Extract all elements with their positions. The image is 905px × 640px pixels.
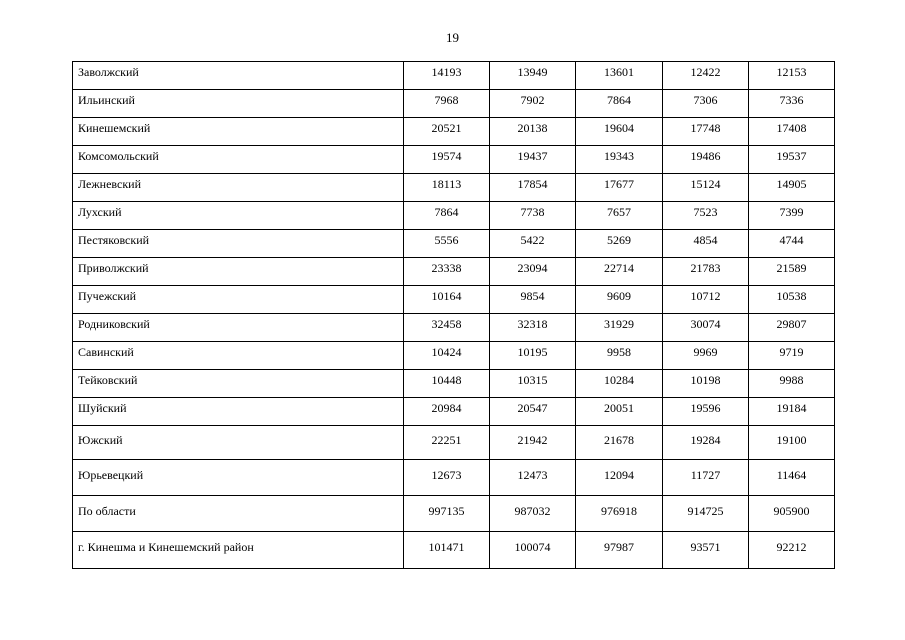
value-cell: 7657 [576,202,663,230]
district-name: Ильинский [73,90,404,118]
value-cell: 13949 [490,62,576,90]
population-table [72,61,835,569]
value-cell: 914725 [663,496,749,532]
value-cell: 17854 [490,174,576,202]
table-row [73,314,835,342]
value-cell: 19184 [749,398,835,426]
table-row [73,460,835,496]
table-row [73,230,835,258]
value-cell: 101471 [404,532,490,569]
value-cell: 997135 [404,496,490,532]
value-cell: 13601 [576,62,663,90]
value-cell: 19100 [749,426,835,460]
table-row [73,398,835,426]
value-cell: 19537 [749,146,835,174]
table-row [73,342,835,370]
value-cell: 19604 [576,118,663,146]
value-cell: 32458 [404,314,490,342]
value-cell: 12422 [663,62,749,90]
district-name: Тейковский [73,370,404,398]
kineshma-label: г. Кинешма и Кинешемский район [73,532,404,569]
value-cell: 21678 [576,426,663,460]
district-name: Приволжский [73,258,404,286]
value-cell: 22714 [576,258,663,286]
value-cell: 10164 [404,286,490,314]
table-row-total [73,496,835,532]
value-cell: 19284 [663,426,749,460]
value-cell: 7738 [490,202,576,230]
value-cell: 10424 [404,342,490,370]
table-row [73,286,835,314]
value-cell: 12673 [404,460,490,496]
value-cell: 5556 [404,230,490,258]
table-row [73,258,835,286]
value-cell: 20521 [404,118,490,146]
page-number: 19 [446,30,459,45]
district-name: Савинский [73,342,404,370]
value-cell: 10538 [749,286,835,314]
value-cell: 4744 [749,230,835,258]
district-name: Южский [73,426,404,460]
value-cell: 20547 [490,398,576,426]
table-row [73,118,835,146]
value-cell: 4854 [663,230,749,258]
value-cell: 11727 [663,460,749,496]
value-cell: 21589 [749,258,835,286]
district-name: Лежневский [73,174,404,202]
value-cell: 19437 [490,146,576,174]
value-cell: 19596 [663,398,749,426]
value-cell: 10315 [490,370,576,398]
table-row [73,146,835,174]
value-cell: 29807 [749,314,835,342]
value-cell: 7864 [404,202,490,230]
value-cell: 93571 [663,532,749,569]
value-cell: 30074 [663,314,749,342]
district-name: Заволжский [73,62,404,90]
value-cell: 10712 [663,286,749,314]
value-cell: 7902 [490,90,576,118]
value-cell: 97987 [576,532,663,569]
district-name: Пучежский [73,286,404,314]
value-cell: 10198 [663,370,749,398]
value-cell: 22251 [404,426,490,460]
value-cell: 31929 [576,314,663,342]
table-row [73,174,835,202]
value-cell: 20138 [490,118,576,146]
value-cell: 20984 [404,398,490,426]
value-cell: 32318 [490,314,576,342]
value-cell: 905900 [749,496,835,532]
value-cell: 17677 [576,174,663,202]
value-cell: 987032 [490,496,576,532]
value-cell: 10284 [576,370,663,398]
value-cell: 23094 [490,258,576,286]
table-row [73,370,835,398]
value-cell: 14193 [404,62,490,90]
district-name: Кинешемский [73,118,404,146]
value-cell: 19343 [576,146,663,174]
table-row-kineshma [73,532,835,569]
value-cell: 18113 [404,174,490,202]
value-cell: 23338 [404,258,490,286]
value-cell: 7523 [663,202,749,230]
value-cell: 92212 [749,532,835,569]
table-row [73,202,835,230]
value-cell: 19486 [663,146,749,174]
value-cell: 7968 [404,90,490,118]
value-cell: 9719 [749,342,835,370]
table-row [73,62,835,90]
value-cell: 19574 [404,146,490,174]
value-cell: 7336 [749,90,835,118]
value-cell: 9609 [576,286,663,314]
value-cell: 5269 [576,230,663,258]
value-cell: 10448 [404,370,490,398]
district-name: Родниковский [73,314,404,342]
value-cell: 12094 [576,460,663,496]
value-cell: 9988 [749,370,835,398]
value-cell: 21783 [663,258,749,286]
table-row [73,90,835,118]
value-cell: 100074 [490,532,576,569]
value-cell: 5422 [490,230,576,258]
value-cell: 17748 [663,118,749,146]
district-name: Шуйский [73,398,404,426]
value-cell: 7864 [576,90,663,118]
district-name: Лухский [73,202,404,230]
value-cell: 21942 [490,426,576,460]
region-total-label: По области [73,496,404,532]
value-cell: 7306 [663,90,749,118]
value-cell: 17408 [749,118,835,146]
value-cell: 14905 [749,174,835,202]
value-cell: 12473 [490,460,576,496]
table-row [73,426,835,460]
value-cell: 15124 [663,174,749,202]
value-cell: 9958 [576,342,663,370]
district-name: Юрьевецкий [73,460,404,496]
value-cell: 12153 [749,62,835,90]
value-cell: 9854 [490,286,576,314]
value-cell: 976918 [576,496,663,532]
district-name: Комсомольский [73,146,404,174]
value-cell: 11464 [749,460,835,496]
value-cell: 20051 [576,398,663,426]
value-cell: 9969 [663,342,749,370]
district-name: Пестяковский [73,230,404,258]
value-cell: 7399 [749,202,835,230]
value-cell: 10195 [490,342,576,370]
